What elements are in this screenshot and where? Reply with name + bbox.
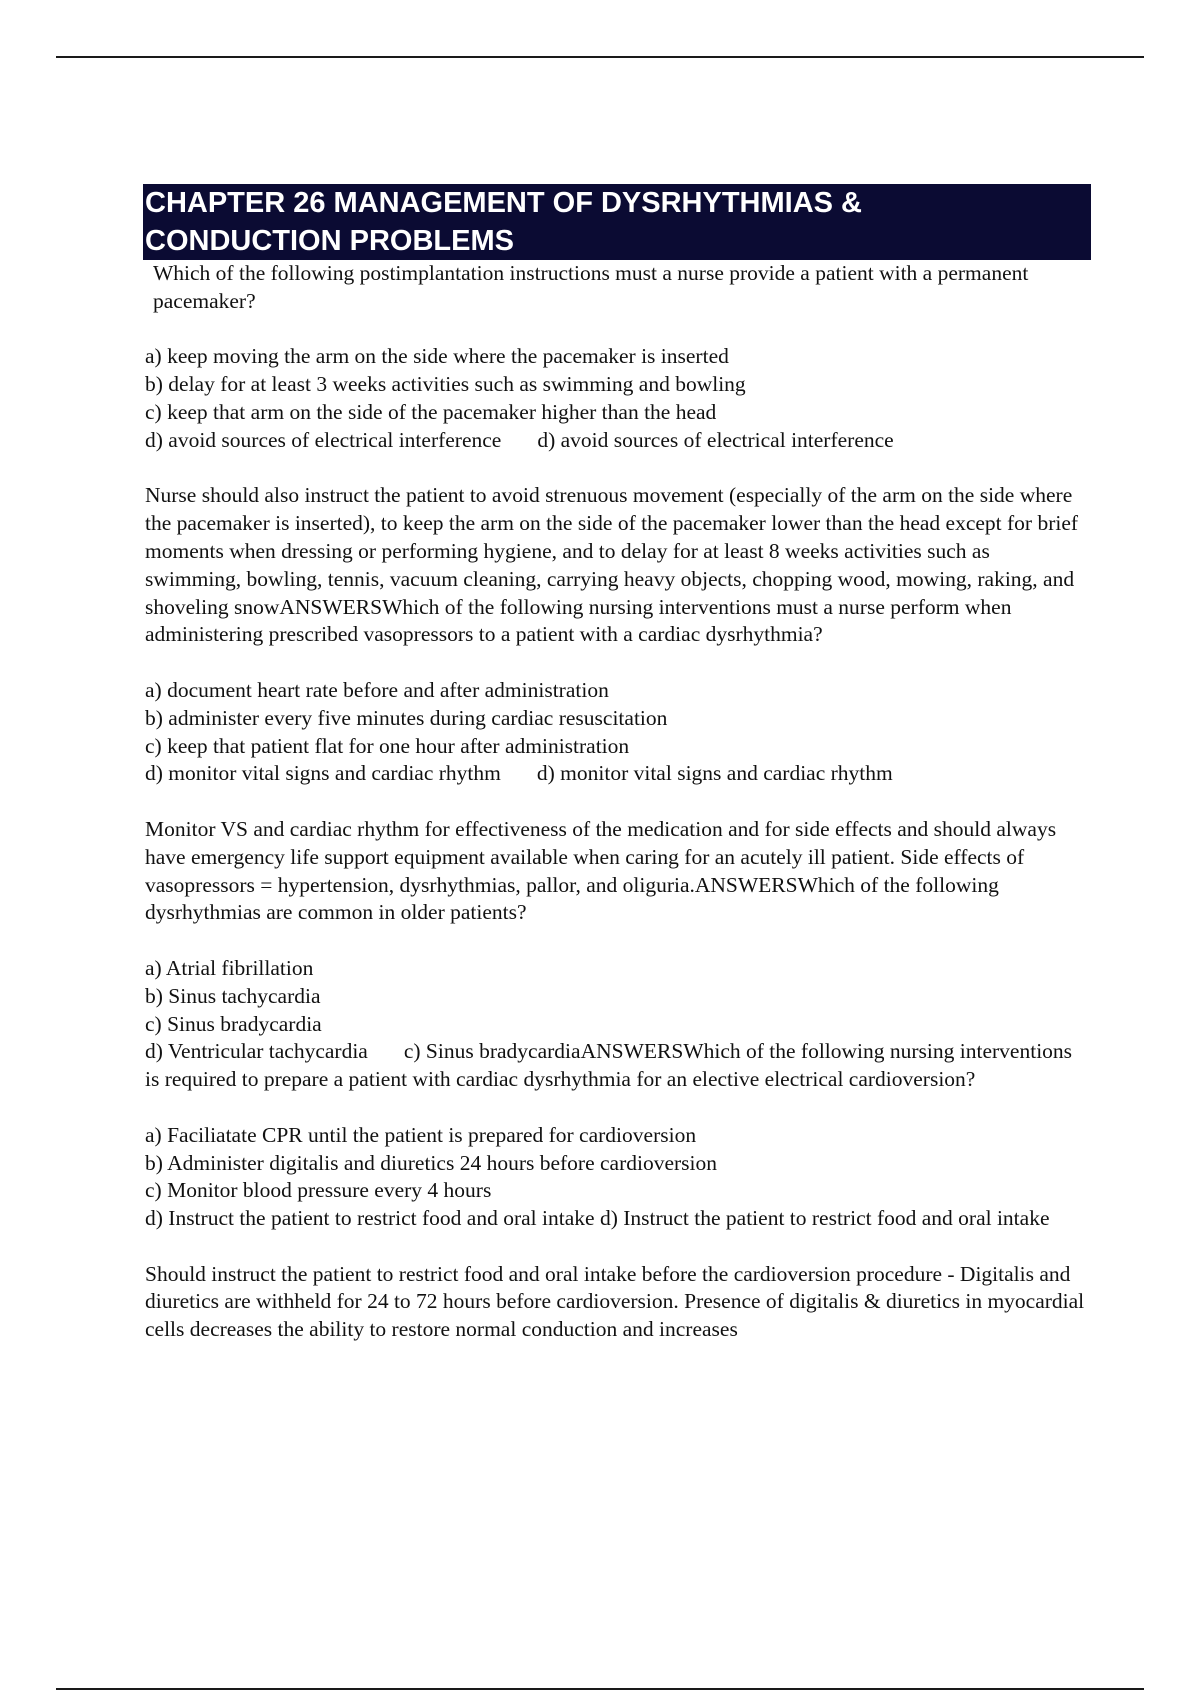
q3-option-b: b) Sinus tachycardia [145,983,321,1008]
q3-answer-and-next-question: c) Sinus bradycardiaANSWERSWhich of the following nursing interventions is required to prepare a patient with cardiac dysrhythmia for an elective electrical cardioversion? [145,1039,1073,1092]
q4-option-b: b) Administer digitalis and diuretics 24 hours before cardioversion [145,1150,718,1175]
q4-option-a: a) Faciliatate CPR until the patient is prepared for cardioversion [145,1122,697,1147]
q2-rationale: Monitor VS and cardiac rhythm for effectiveness of the medication and for side effects and should always have emergency life support equipment available when caring for an acutely ill patient. Side effects of vasopressors = hypertension, dysrhythmias, pallor, and oliguria.ANSWERSWhich of the following dysrhythmias are common in older patients? [145,816,1057,925]
question-block-3 [145,955,1091,1122]
q3-option-a: a) Atrial fibrillation [145,955,314,980]
q4-option-d-row [145,1205,1091,1233]
chapter-title [143,184,1091,260]
q1-option-b: b) delay for at least 3 weeks activities such as swimming and bowling [145,372,746,397]
q2-option-c: c) keep that patient flat for one hour after administration [145,733,630,758]
q3-option-c: c) Sinus bradycardia [145,1011,322,1036]
chapter-title-line-1: CHAPTER 26 MANAGEMENT OF DYSRHYTHMIAS & [145,187,862,219]
q4-option-c: c) Monitor blood pressure every 4 hours [145,1178,492,1203]
q2-option-b: b) administer every five minutes during cardiac resuscitation [145,705,668,730]
question-block-4 [145,1122,1091,1344]
q1-rationale: Nurse should also instruct the patient to avoid strenuous movement (especially of the arm on the side where the pacemaker is inserted), to keep the arm on the side of the pacemaker lower than the head except for brief moments when dressing or performing hygiene, and to delay for at least 8 weeks activities such as swimming, bowling, tennis, vacuum cleaning, carrying heavy objects, chopping wood, mowing, raking, and shoveling snowANSWERSWhich of the following nursing interventions must a nurse perform when administering prescribed vasopressors to a patient with a cardiac dysrhythmia? [145,483,1079,647]
q2-answer: d) monitor vital signs and cardiac rhythm [536,761,893,786]
page-content [145,184,1091,1344]
q2-option-a: a) document heart rate before and after administration [145,677,609,702]
q3-option-d: d) Ventricular tachycardia [145,1039,368,1064]
q2-option-d-row [145,760,1091,788]
q3-option-d-row [145,1038,1091,1094]
q1-answer: d) avoid sources of electrical interference [537,427,894,452]
q4-option-d: d) Instruct the patient to restrict food and oral intake [145,1206,595,1231]
q1-option-d: d) avoid sources of electrical interference [145,427,502,452]
question-block-1 [145,260,1091,677]
q4-answer: d) Instruct the patient to restrict food and oral intake [599,1206,1050,1231]
question-1-text: Which of the following postimplantation instructions must a nurse provide a patient with a permanent pacemaker? [153,261,1029,313]
q1-option-c: c) keep that arm on the side of the pacemaker higher than the head [145,399,717,424]
q1-option-a: a) keep moving the arm on the side where the pacemaker is inserted [145,344,729,369]
q4-rationale: Should instruct the patient to restrict food and oral intake before the cardioversion procedure - Digitalis and diuretics are withheld for 24 to 72 hours before cardioversion. Presence of digitalis & diuretics in myocardial cells decreases the ability to restore normal conduction and increases [145,1261,1085,1342]
q2-option-d: d) monitor vital signs and cardiac rhythm [145,761,501,786]
top-rule [56,56,1144,58]
q1-option-d-row [145,427,1091,455]
question-block-2 [145,677,1091,955]
bottom-rule [56,1688,1144,1690]
chapter-title-line-2: CONDUCTION PROBLEMS [145,225,514,257]
